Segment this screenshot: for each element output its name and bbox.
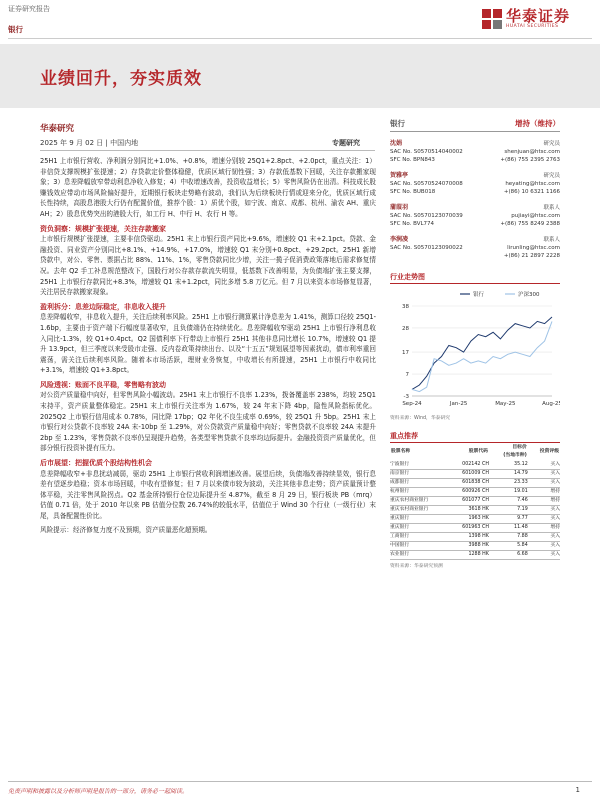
date-region: 2025 年 9 月 02 日 | 中国内地 [40,139,139,147]
section-text: 上市银行规模扩张提速，主要非信贷驱动。25H1 末上市银行资产同比+9.6%，增速较 Q1 末+2.1pct。贷款、金融投资、同业资产分别同比+8.1%、+14.9%、+17.0%，增速较 Q1 末分别+0.8pct、+29.2pct。25H1 新增贷款中，对公、零售、票据占比 88%、11%、1%，零售贷款同比少增，关注一揽子促消费政策落地后需求修复情况。去年 Q2 手工补息规范整改下，国股行对公存款存款流失明显，低基数下改善明显，为负债端扩张主要支撑，25H1 上市银行存款同比+8.3%，增速较 Q1 末+1.2pct，同比多增 5.8 万亿元。但 7 月以来资本市场修复显著，关注居民存款搬家现象。 [40,235,376,297]
analyst-phone: +(86) 10 6321 1166 [503,189,560,195]
org-name: 华泰研究 [40,124,75,134]
table-row [390,515,560,524]
table-cell: 1398 HK [448,533,489,542]
risk-note: 风险提示：经济修复力度不及预期，资产质量恶化超预期。 [40,525,212,534]
section-text: 息差降幅收窄+非息扰动减弱，驱动 25H1 上市银行营收利润增速改善。展望后续，负债端改善持续显效，银行息差有望逐步趋稳；资本市场回暖，中收有望修复；但 7 月以来债市较为波动，关注其他非息走势；资产质量预计整体平稳，关注零售风险拐点。Q2 基金所持银行仓位边际提升至 4.87%，截至 8 月 29 日，银行板块 PB（mrq）估值 0.71 倍，处于 2010 年以来 PB 估值分位数 26.74%的较低水平，估值位于 Wind 30 个行业（一级行业）末尾，具备配置性价比。 [40,469,376,520]
report-date: 2025 年 9 月 02 日 [40,139,104,147]
table-cell: 1963 HK [448,515,489,524]
table-cell: 买入 [528,551,560,560]
analyst-name: 李润凌 [390,236,409,243]
report-region: 中国内地 [110,139,139,147]
analyst-card [390,172,560,196]
analyst-sfc: SFC No. BPN843 [390,157,435,163]
table-cell: 买入 [528,461,560,470]
x-tick-label: Sep-24 [402,401,422,407]
title-banner [0,44,600,108]
table-cell: 买入 [528,470,560,479]
table-cell: 7.19 [489,506,528,515]
footer-divider [8,781,592,782]
analyst-sfc: SFC No. BVL774 [390,221,435,227]
table-row [390,461,560,470]
x-tick-label: Jan-25 [449,401,468,407]
table-cell: 7.88 [489,533,528,542]
table-cell: 19.01 [489,488,528,497]
trend-source: 资料来源：Wind，华泰研究 [390,416,451,421]
table-cell: 9.77 [489,515,528,524]
stocks-header: 股票名称 [391,449,411,454]
section-heading: 风险透视：账面不良平稳，零售略有波动 [40,380,166,389]
table-cell: 杭州银行 [390,488,448,497]
table-cell: 买入 [528,515,560,524]
analyst-role: 研究员 [543,141,560,147]
analyst-email[interactable]: shenjuan@htsc.com [504,149,560,155]
table-cell: 买入 [528,542,560,551]
trend-chart [390,284,560,414]
industry-label: 银行 [390,119,405,128]
table-row [390,479,560,488]
trend-chart-svg [390,284,560,414]
doc-type: 专题研究 [332,139,360,147]
stocks-title: 重点推荐 [390,431,560,443]
table-cell: 601009 CH [448,470,489,479]
analyst-list [390,140,560,260]
section-text: 对公资产质量稳中向好，但零售风险小幅波动。25H1 末上市银行不良率 1.23%，拨备覆盖率 238%，均较 25Q1 末持平，资产质量整体稳定。25H1 末上市银行关注率为 1.67%，较 24 年末下降 4bp，隐性风险指标优化。2025Q2 上市银行信用成本 0.78%，同比降 17bp；Q2 年化不良生成率 0.69%，较 25Q1 升 5bp。25H1 末上市银行对公贷款不良率较 24A 末-10bp 至 1.29%，对公贷款资产质量稳中向好；零售贷款不良率较 24A 末提升 2bp 至 1.23%，零售贷款不良率仍呈现提升趋势，各类型零售贷款不良率均边际提升。金融投资资产质量优化，但部分银行投资补提有压力。 [40,391,376,453]
table-cell: 成都银行 [390,479,448,488]
analyst-role: 联系人 [543,205,560,211]
table-cell: 工商银行 [390,533,448,542]
table-row [390,524,560,533]
table-cell: 中国银行 [390,542,448,551]
table-row [390,551,560,560]
rating-label: 增持（维持） [515,119,560,128]
table-cell: 35.12 [489,461,528,470]
table-cell: 重庆农村商业银行 [390,506,448,515]
intro-paragraph: 25H1 上市银行营收、净利润分别同比+1.0%、+0.8%，增速分别较 25Q1+2.8pct、+2.0pct，重点关注：1）非信贷支撑规模扩张提速；2）存贷款定价整体稳健，优质区域行韧性强；3）存款低基数下回暖，关注存款搬家现象；3）息差降幅放窄带动利息净收入修复；4）中收增速改善，投资收益增长；5）零售风险仍在出清。科技成长股赚钱效应带动市场风险偏好提升，近期银行板块走势略有波动，我们认为后续板块行情或迎来分化，优质区域行成长性持续，高股息港股大行仍有配置价值，推荐个股：1）质优个股，如宁波、南京、成都、杭州、渝农 AH、重庆 AH；2）股息优势突出的港股大行，如工行 H、中行 H、农行 H 等。 [40,157,376,218]
table-cell: 买入 [528,533,560,542]
table-cell: 7.46 [489,497,528,506]
table-row [390,488,560,497]
section-heading: 盈利拆分：息差边际稳定，非息收入提升 [40,302,166,311]
y-tick-label: 28 [402,325,409,332]
analyst-phone: +(86) 21 2897 2228 [503,253,560,259]
analyst-email[interactable]: pujiayi@htsc.com [511,213,560,219]
trend-title: 行业走势图 [390,272,560,284]
table-cell: 买入 [528,506,560,515]
brand-name-en: HUATAI SECURITIES [505,24,559,29]
analyst-sac: SAC No. S0570514040002 [390,149,463,155]
brand-name-cn: 华泰证券 [505,7,570,25]
table-cell: 1288 HK [448,551,489,560]
page-number: 1 [575,786,580,794]
table-row [390,533,560,542]
y-tick-label: -3 [403,394,409,400]
analyst-sac: SAC No. S0570123070039 [390,213,463,219]
analyst-name: 沈娟 [390,140,403,147]
main-body [40,156,376,538]
brand-logo [482,8,570,29]
table-cell: 重庆银行 [390,524,448,533]
analyst-sac: SAC No. S0570123090022 [390,245,463,251]
analyst-email[interactable]: lirunling@htsc.com [507,245,560,251]
analyst-card [390,236,560,260]
series-line-1 [412,321,552,391]
analyst-card [390,140,560,164]
stocks-table [390,443,560,560]
table-cell: 买入 [528,479,560,488]
table-row [390,506,560,515]
sidebar [390,118,560,569]
analyst-name: 贺雅亭 [390,172,409,179]
table-row [390,542,560,551]
section-text: 息差降幅收窄，非息收入提升，关注后续利率风险。25H1 上市银行测算累计净息差为 1.41%，测算口径较 25Q1-1.6bp，主要由于资产端下行幅度显著收窄，且负债端仍在持续优化。息差降幅收窄驱动 25H1 上市银行净利息收入同比-1.3%，较 Q1+0.4pct。Q2 国债利率下行带动上市银行 25H1 其他非息同比增长 10.7%，增速较 Q1 提升 13.9pct，但三季度以来受股市走强、反内卷政策持续出台、以及“十五五”规划展望等因素扰动，债市利率重回震荡，需关注后续利率风险。随着本市场活跃，理财业务恢复，中收增长有所提速，25H1 上市银行中收同比+3.1%，增速较 Q1+3.8pct。 [40,313,376,375]
header-divider [8,38,592,39]
stocks-header: 投资评级 [539,449,559,454]
logo-icon [482,9,502,29]
table-cell: 增持 [528,488,560,497]
footer-disclaimer: 免责声明和披露以及分析师声明是报告的一部分，请务必一起阅读。 [8,788,189,795]
table-cell: 601077 CH [448,497,489,506]
stocks-header: 目标价 (当地币种) [503,445,527,458]
table-cell: 重庆农村商业银行 [390,497,448,506]
analyst-card [390,204,560,228]
y-tick-label: 17 [402,350,409,357]
table-cell: 6.68 [489,551,528,560]
section-heading: 资负洞察：规模扩张提速，关注存款搬家 [40,224,166,233]
report-type-label: 证券研究报告 [8,5,50,13]
table-cell: 600926 CH [448,488,489,497]
section-heading: 后市展望：把握优质个股结构性机会 [40,459,152,468]
table-cell: 601838 CH [448,479,489,488]
stocks-source: 资料来源：华泰研究预测 [390,564,443,569]
analyst-role: 联系人 [543,237,560,243]
table-cell: 南京银行 [390,470,448,479]
analyst-sfc: SFC No. BUB018 [390,189,436,195]
y-tick-label: 7 [405,372,409,379]
report-title: 业绩回升，夯实质效 [40,69,202,89]
table-row [390,497,560,506]
analyst-name: 蒲葭羽 [390,204,409,211]
table-cell: 增持 [528,497,560,506]
table-cell: 3618 HK [448,506,489,515]
x-tick-label: Aug-25 [542,401,560,407]
analyst-sac: SAC No. S0570524070008 [390,181,463,187]
table-cell: 3988 HK [448,542,489,551]
meta-divider [40,150,375,151]
table-cell: 23.33 [489,479,528,488]
table-cell: 5.84 [489,542,528,551]
table-row [390,470,560,479]
analyst-email[interactable]: heyating@htsc.com [505,181,560,187]
table-cell: 14.79 [489,470,528,479]
table-cell: 宁波银行 [390,461,448,470]
table-cell: 农业银行 [390,551,448,560]
y-tick-label: 38 [402,304,409,310]
analyst-phone: +(86) 755 2395 2763 [500,157,560,163]
table-cell: 11.48 [489,524,528,533]
analyst-phone: +(86) 755 8249 2388 [500,221,560,227]
section-label: 银行 [8,25,23,34]
table-cell: 重庆银行 [390,515,448,524]
table-cell: 增持 [528,524,560,533]
stocks-header: 股票代码 [468,449,488,454]
analyst-role: 研究员 [543,173,560,179]
table-cell: 601963 CH [448,524,489,533]
x-tick-label: May-25 [495,401,516,407]
table-cell: 002142 CH [448,461,489,470]
legend-label: 沪深300 [518,292,540,298]
legend-label: 银行 [473,292,485,298]
rating-header [390,118,560,132]
